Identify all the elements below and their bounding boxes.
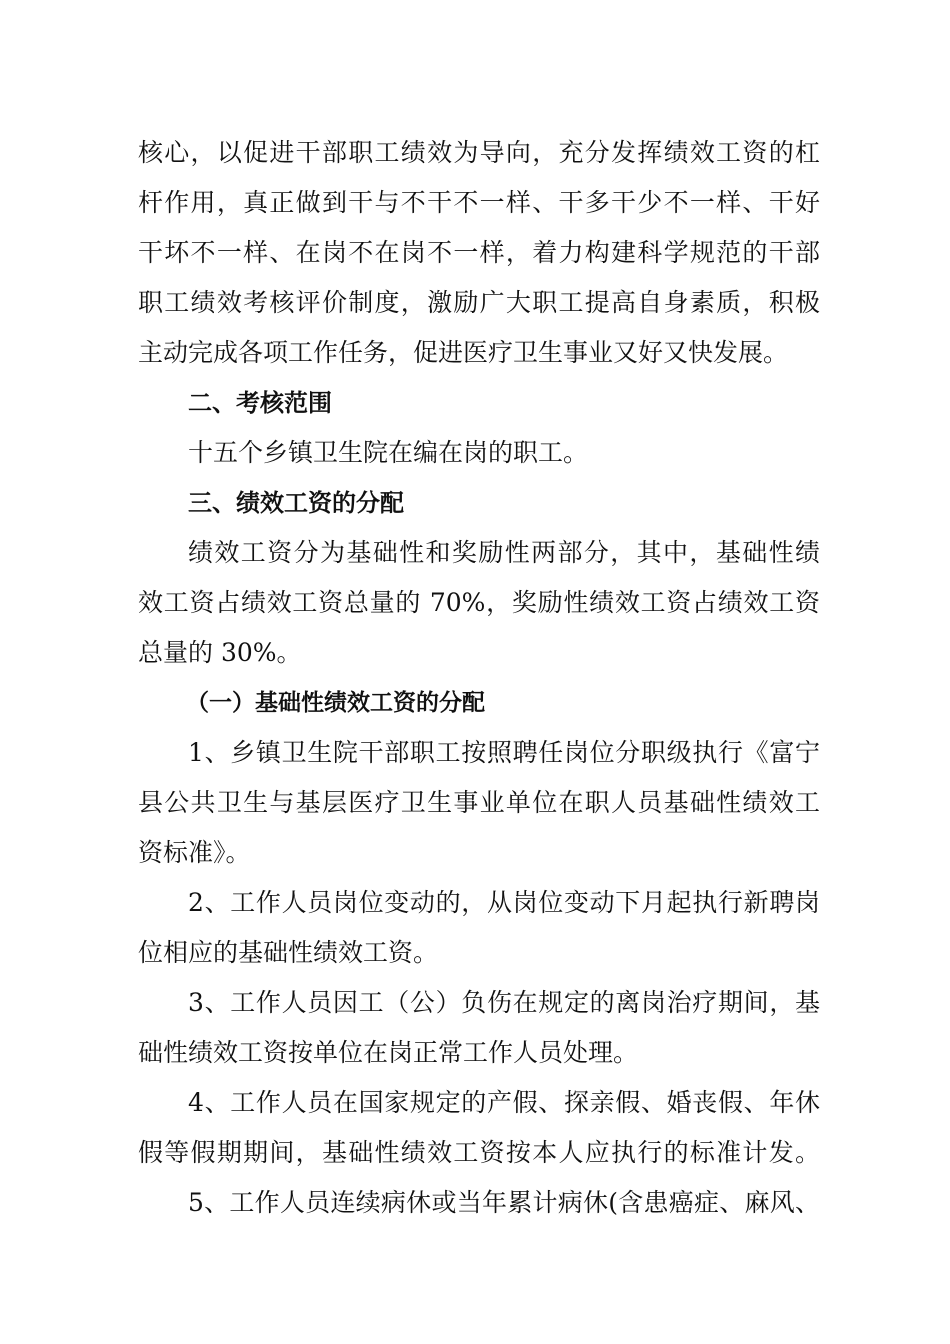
list-item [138, 1178, 820, 1228]
text-line: 假等假期期间，基础性绩效工资按本人应执行的标准计发。 [138, 1138, 820, 1167]
text-line: 县公共卫生与基层医疗卫生事业单位在职人员基础性绩效工 [138, 788, 820, 817]
text-line: 干坏不一样、在岗不在岗不一样，着力构建科学规范的干部 [138, 238, 820, 267]
list-item [138, 728, 820, 878]
text-line: 效工资占绩效工资总量的 70%，奖励性绩效工资占绩效工资 [138, 588, 820, 617]
text-line: 资标准》。 [138, 838, 251, 867]
text-line: 杆作用，真正做到干与不干不一样、干多干少不一样、干好 [138, 188, 820, 217]
text-line: 绩效工资分为基础性和奖励性两部分，其中，基础性绩 [188, 538, 820, 567]
text-line: 主动完成各项工作任务，促进医疗卫生事业又好又快发展。 [138, 338, 789, 367]
section-heading-scope: 二、考核范围 [188, 389, 332, 417]
text-line: 2、工作人员岗位变动的，从岗位变动下月起执行新聘岗 [188, 888, 820, 917]
paragraph-scope: 十五个乡镇卫生院在编在岗的职工。 [188, 438, 589, 467]
text-line: 4、工作人员在国家规定的产假、探亲假、婚丧假、年休 [188, 1088, 820, 1117]
text-line: 核心，以促进干部职工绩效为导向，充分发挥绩效工资的杠 [138, 138, 820, 167]
document-body [138, 128, 820, 1228]
list-item [138, 978, 820, 1078]
list-item [138, 1078, 820, 1178]
text-line: 位相应的基础性绩效工资。 [138, 938, 439, 967]
text-line: 1、乡镇卫生院干部职工按照聘任岗位分职级执行《富宁 [188, 738, 820, 767]
text-line: 总量的 30%。 [138, 638, 302, 667]
subsection-heading-basic-pay: （一）基础性绩效工资的分配 [186, 690, 485, 716]
text-line: 5、工作人员连续病休或当年累计病休(含患癌症、麻风、 [188, 1188, 820, 1217]
paragraph-distribution [138, 528, 820, 678]
list-item [138, 878, 820, 978]
text-line: 职工绩效考核评价制度，激励广大职工提高自身素质，积极 [138, 288, 820, 317]
paragraph-purpose [138, 128, 820, 378]
text-line: 3、工作人员因工（公）负伤在规定的离岗治疗期间，基 [188, 988, 820, 1017]
section-heading-distribution: 三、绩效工资的分配 [188, 489, 404, 517]
text-line: 础性绩效工资按单位在岗正常工作人员处理。 [138, 1038, 639, 1067]
